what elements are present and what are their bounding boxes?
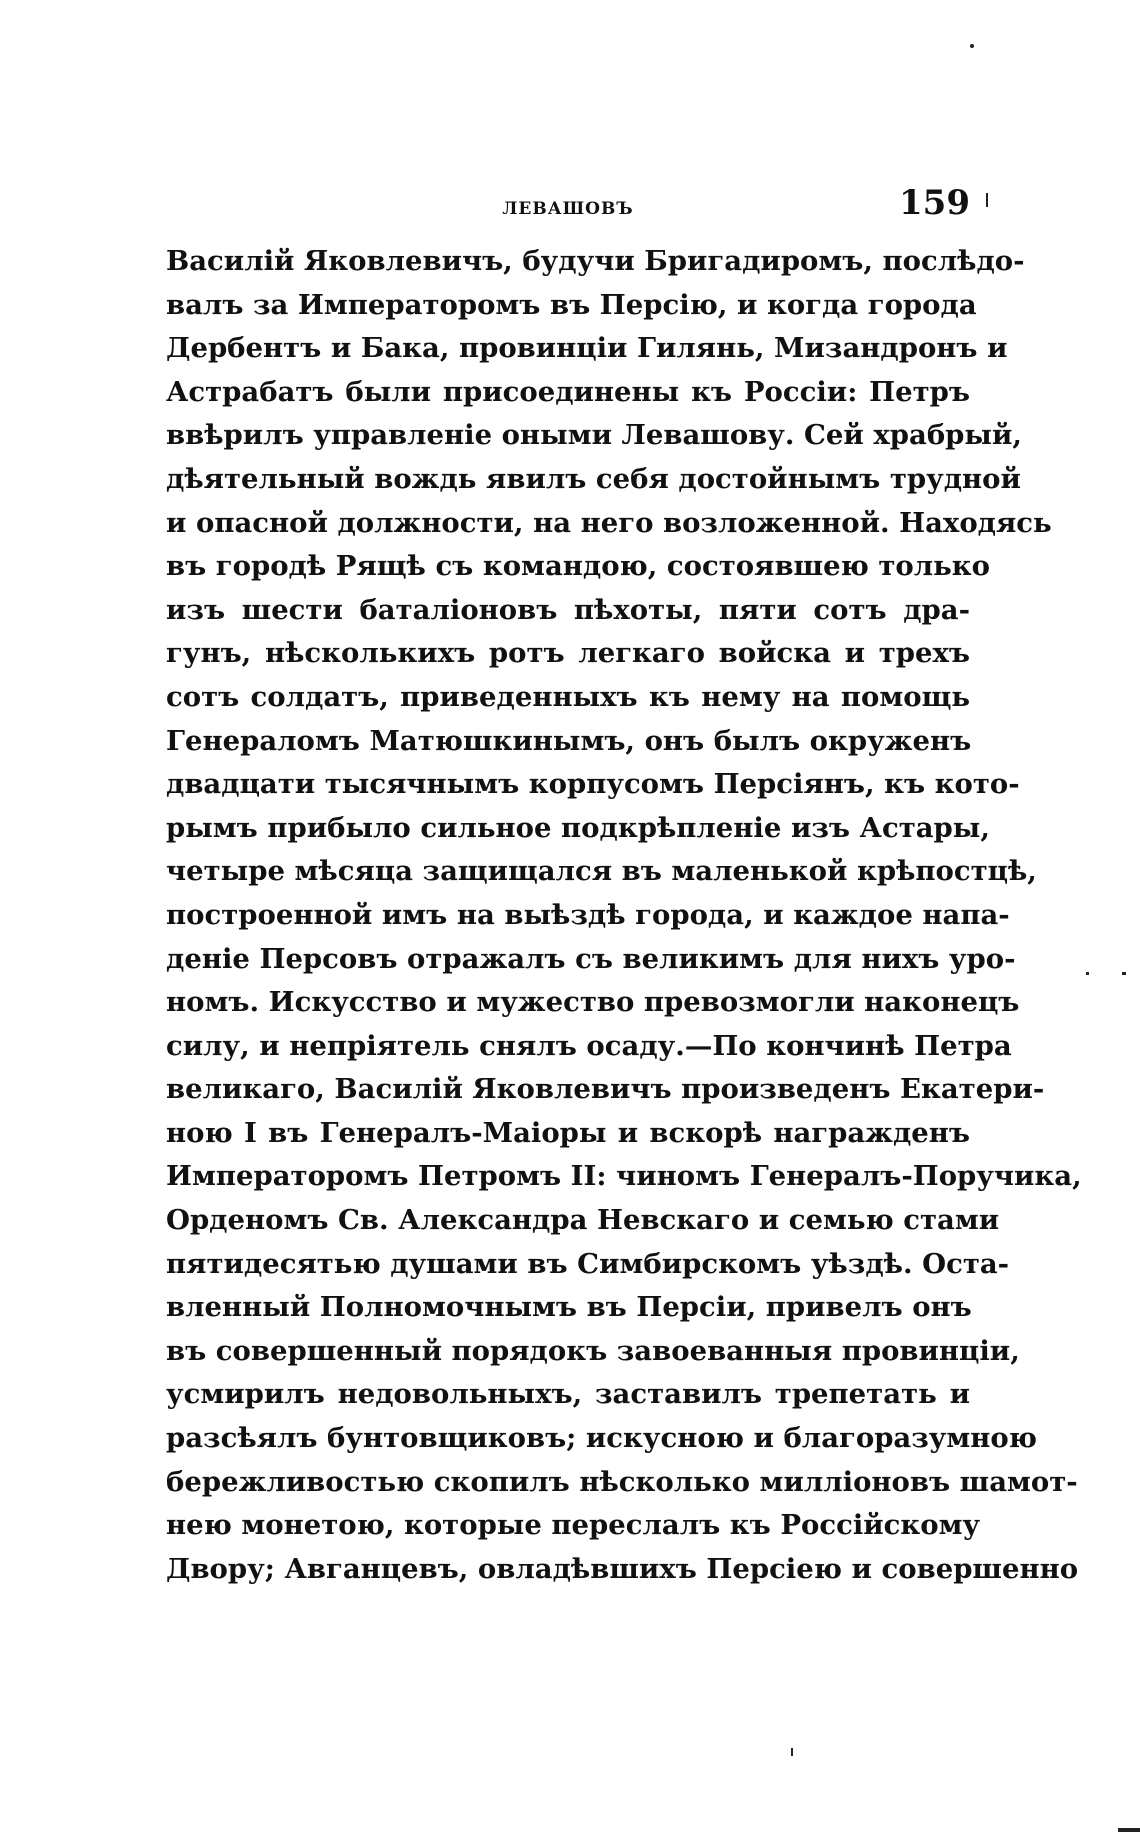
text-line: нею монетою, которые переслалъ къ Россійскому — [166, 1509, 981, 1542]
text-line: четыре мѣсяца защищался въ маленькой крѣпостцѣ, — [166, 855, 1037, 888]
page-header — [166, 183, 970, 227]
text-line: бережливостью скопилъ нѣсколько милліоновъ шамот- — [166, 1465, 1078, 1498]
text-line: Императоромъ Петромъ II: чиномъ Генералъ-Поручика, — [166, 1160, 1082, 1193]
text-line: сотъ солдатъ, приведенныхъ къ нему на помощь — [166, 680, 970, 713]
text-line: построенной имъ на выѣздѣ города, и каждое напа- — [166, 898, 1010, 931]
text-line: и опасной должности, на него возложенной. Находясь — [166, 506, 1052, 539]
text-line: Астрабатъ были присоединены къ Россіи: Петръ — [166, 375, 970, 408]
text-line: ввѣрилъ управленіе оными Левашову. Сей храбрый, — [166, 419, 1022, 452]
scan-edge-mark — [1118, 1828, 1140, 1832]
text-line: деніе Персовъ отражалъ съ великимъ для нихъ уро- — [166, 942, 1016, 975]
text-line: Орденомъ Св. Александра Невскаго и семью стами — [166, 1204, 1000, 1237]
text-line: ною I въ Генералъ-Маіоры и вскорѣ награжденъ — [166, 1116, 970, 1149]
text-line: въ городѣ Рящѣ съ командою, состоявшею только — [166, 550, 991, 583]
text-line: силу, и непріятель снялъ осаду.—По кончинѣ Петра — [166, 1029, 1012, 1062]
text-line: номъ. Искусство и мужество превозмогли наконецъ — [166, 986, 1020, 1019]
text-line: изъ шести баталіоновъ пѣхоты, пяти сотъ дра- — [166, 593, 970, 626]
page-number: 159 — [899, 183, 970, 223]
scan-speck — [1122, 972, 1126, 975]
scan-speck — [970, 44, 974, 48]
text-line: вленный Полномочнымъ въ Персіи, привелъ онъ — [166, 1291, 972, 1324]
text-line: Генераломъ Матюшкинымъ, онъ былъ окруженъ — [166, 724, 972, 757]
text-line: валъ за Императоромъ въ Персію, и когда города — [166, 288, 977, 321]
text-line: двадцати тысячнымъ корпусомъ Персіянъ, къ кото- — [166, 768, 1020, 801]
body-text — [166, 240, 1082, 1591]
text-line: дѣятельный вождь явилъ себя достойнымъ трудной — [166, 462, 1021, 495]
text-line: гунъ, нѣсколькихъ ротъ легкаго войска и трехъ — [166, 637, 970, 670]
text-line: усмирилъ недовольныхъ, заставилъ трепетать и — [166, 1378, 970, 1411]
text-line: пятидесятью душами въ Симбирскомъ уѣздѣ. Оста- — [166, 1247, 1010, 1280]
scan-speck — [791, 1748, 793, 1756]
scan-speck — [1086, 972, 1089, 975]
text-line: въ совершенный порядокъ завоеванныя провинціи, — [166, 1334, 1020, 1367]
running-title: левашовъ — [502, 191, 634, 220]
text-line: Двору; Авганцевъ, овладѣвшихъ Персіею и совершенно — [166, 1552, 1079, 1585]
text-line: разсѣялъ бунтовщиковъ; искусною и благоразумною — [166, 1422, 1037, 1455]
scan-speck — [986, 193, 988, 207]
text-line: Василій Яковлевичъ, будучи Бригадиромъ, послѣдо- — [166, 245, 1025, 277]
text-line: Дербентъ и Бака, провинціи Гилянь, Мизандронъ и — [166, 332, 1008, 365]
text-line: великаго, Василій Яковлевичъ произведенъ Екатери- — [166, 1073, 1045, 1106]
text-line: рымъ прибыло сильное подкрѣпленіе изъ Астары, — [166, 811, 990, 844]
